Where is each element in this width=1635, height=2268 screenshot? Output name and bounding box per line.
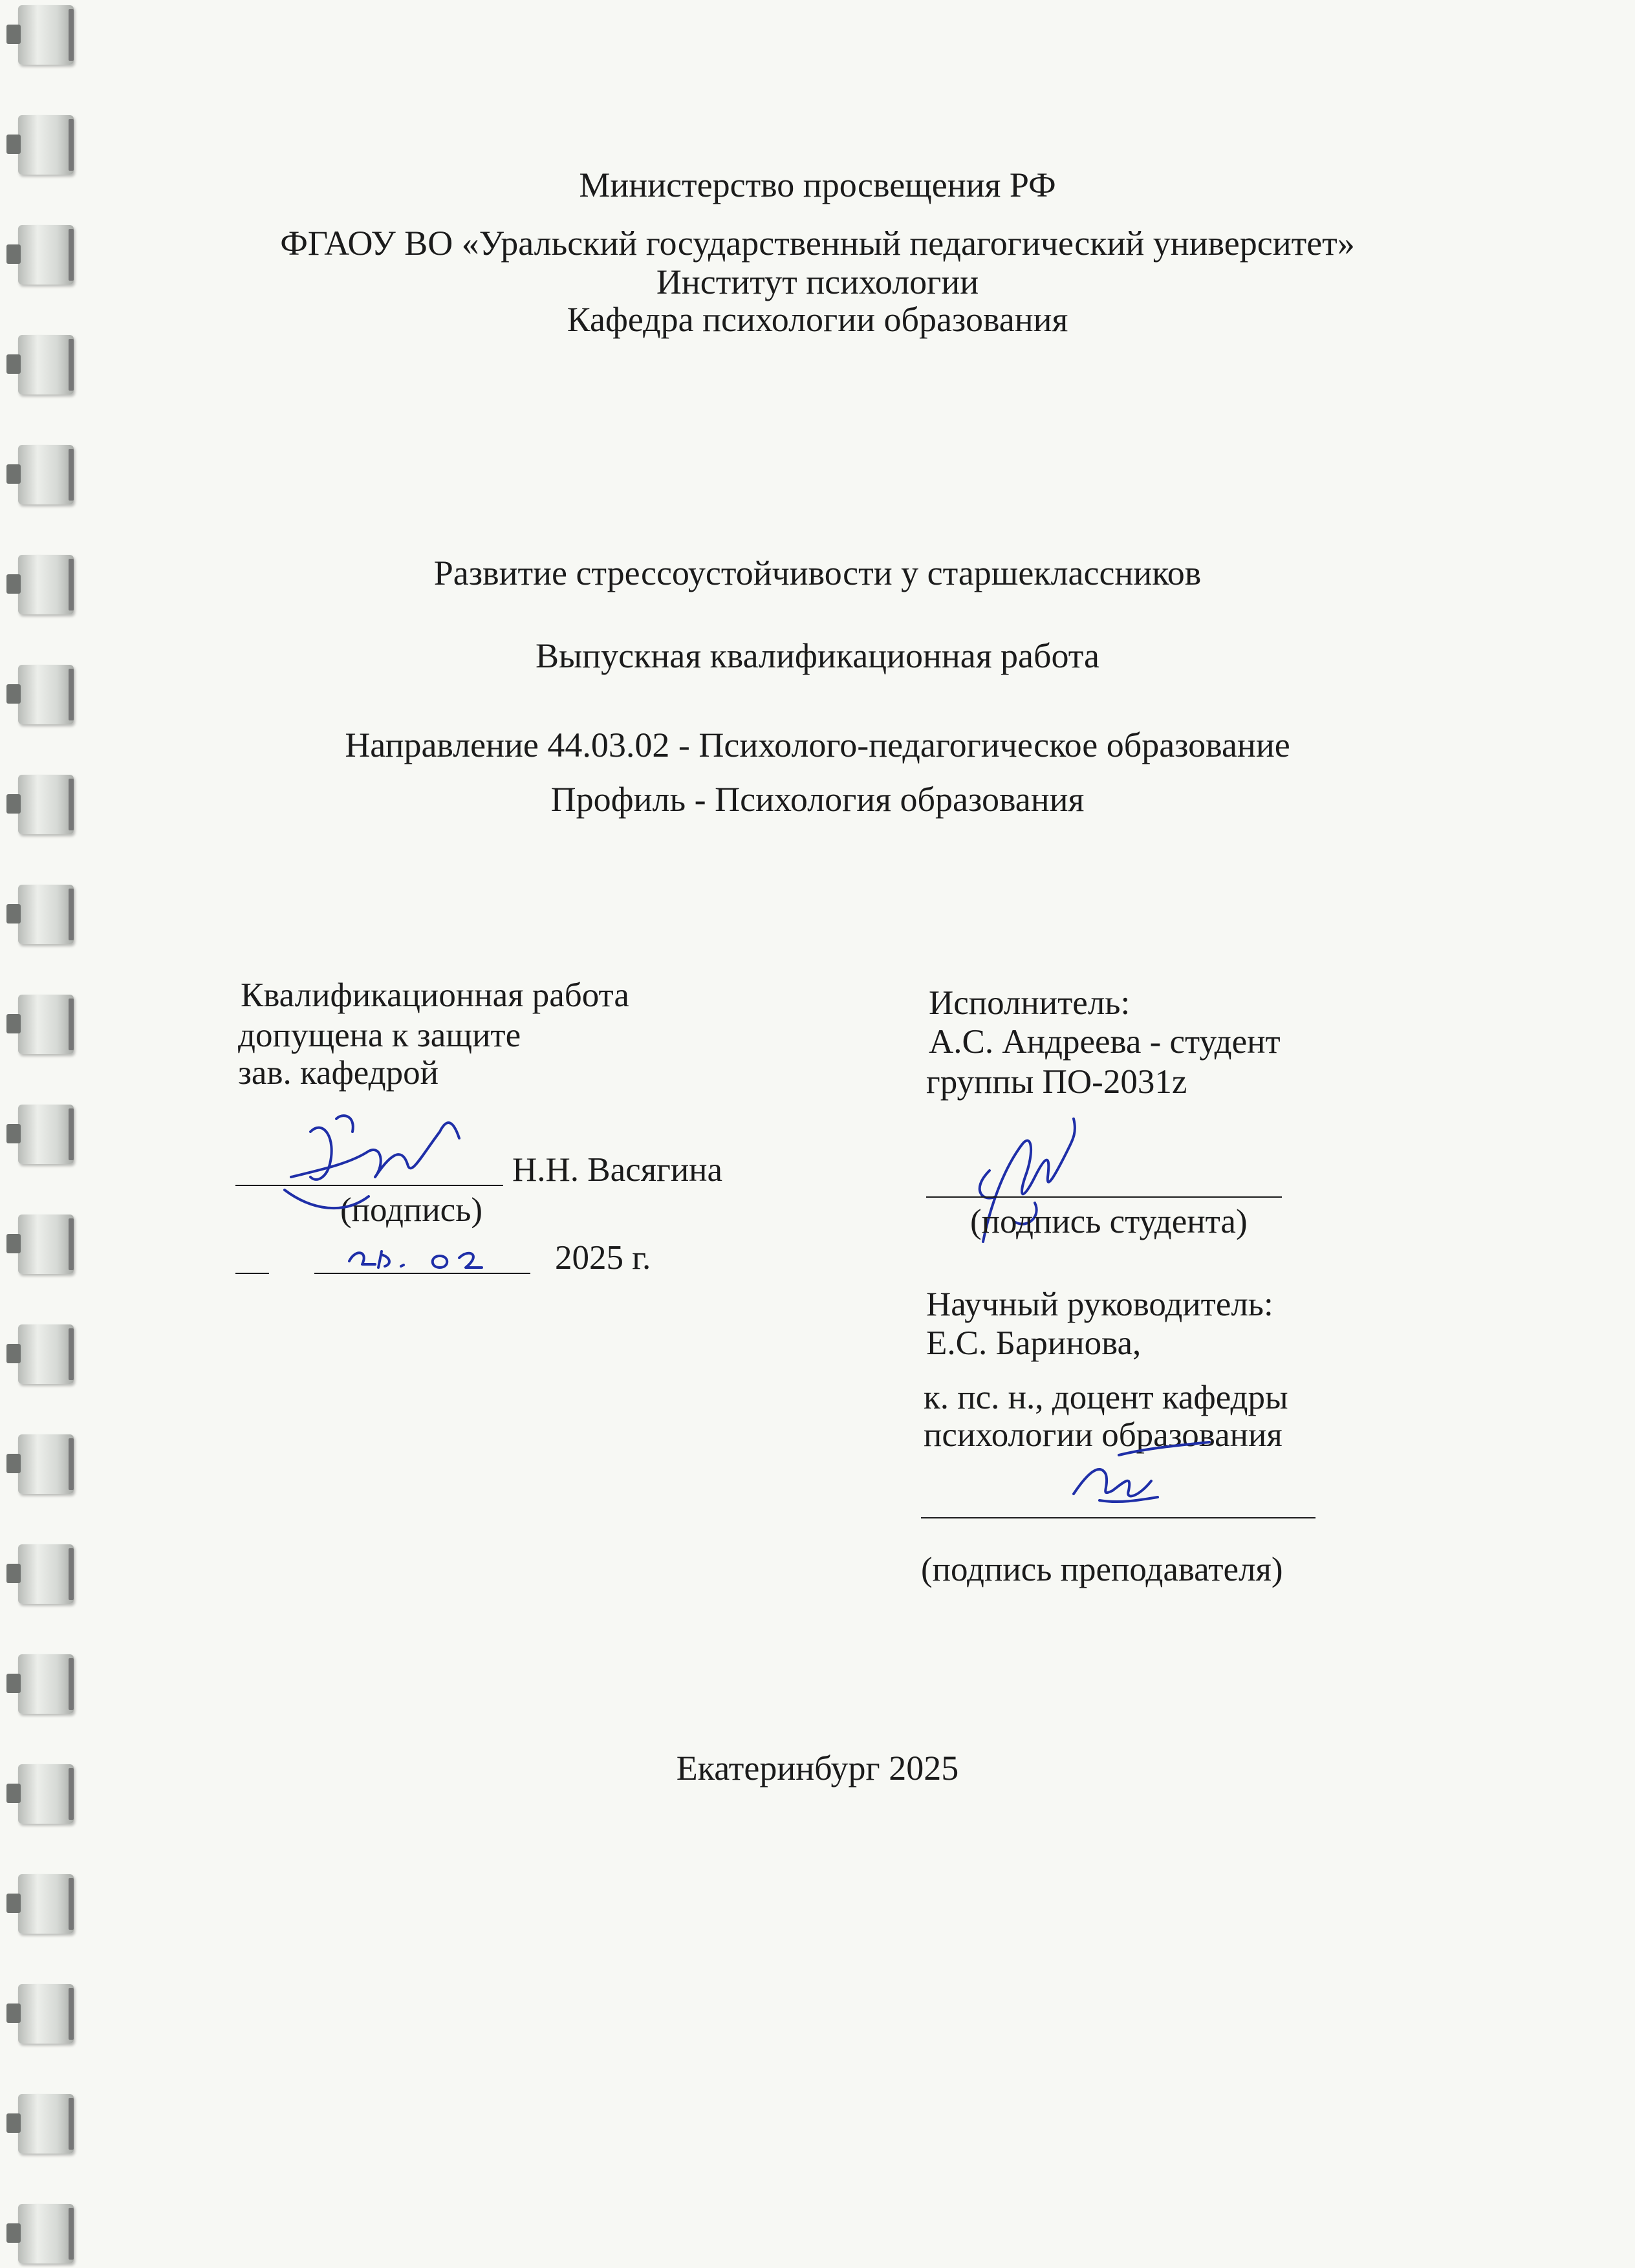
binding-ring <box>18 1654 74 1714</box>
approval-year: 2025 г. <box>555 1239 651 1277</box>
supervisor-title: к. пс. н., доцент кафедры <box>924 1379 1288 1416</box>
spiral-binding <box>0 0 84 2268</box>
approval-line-1: Квалификационная работа <box>241 977 629 1014</box>
student-signature-caption: (подпись студента) <box>970 1203 1248 1240</box>
thesis-topic: Развитие стрессоустойчивости у старшеклассников <box>433 554 1202 592</box>
binding-ring <box>18 445 74 504</box>
binding-ring <box>18 2094 74 2154</box>
head-name: Н.Н. Васягина <box>512 1151 723 1189</box>
approval-line-3: зав. кафедрой <box>238 1054 439 1092</box>
supervisor-name: Е.С. Баринова, <box>926 1324 1142 1362</box>
binding-ring <box>18 1324 74 1384</box>
executor-label: Исполнитель: <box>929 984 1131 1022</box>
ministry-line: Министерство просвещения РФ <box>579 166 1056 204</box>
supervisor-signature-caption: (подпись преподавателя) <box>921 1551 1283 1588</box>
direction: Направление 44.03.02 - Психолого-педагогическое образование <box>345 726 1290 764</box>
binding-ring <box>18 995 74 1054</box>
institute-line: Институт психологии <box>656 263 979 301</box>
executor-student: А.С. Андреева - студент <box>929 1023 1281 1061</box>
supervisor-department: психологии образования <box>924 1416 1283 1454</box>
binding-ring <box>18 2204 74 2263</box>
department-line: Кафедра психологии образования <box>567 300 1068 339</box>
binding-ring <box>18 115 74 175</box>
head-signature-image <box>272 1093 504 1222</box>
supervisor-label: Научный руководитель: <box>926 1286 1273 1323</box>
city-year: Екатеринбург 2025 <box>676 1749 959 1787</box>
binding-ring <box>18 885 74 944</box>
student-signature-line <box>926 1196 1282 1198</box>
supervisor-signature-image <box>1061 1436 1216 1513</box>
binding-ring <box>18 1874 74 1934</box>
handwritten-date-image <box>343 1242 511 1274</box>
binding-ring <box>18 335 74 394</box>
supervisor-signature-line <box>921 1517 1316 1518</box>
binding-ring <box>18 1434 74 1494</box>
date-day-line <box>235 1273 269 1274</box>
profile: Профиль - Психология образования <box>550 780 1085 819</box>
work-type: Выпускная квалификационная работа <box>535 636 1100 675</box>
binding-ring <box>18 1215 74 1274</box>
university-line: ФГАОУ ВО «Уральский государственный педагогический университет» <box>280 224 1355 263</box>
approval-line-2: допущена к защите <box>238 1017 521 1054</box>
executor-group: группы ПО-2031z <box>926 1063 1187 1101</box>
binding-ring <box>18 1105 74 1164</box>
binding-ring <box>18 1984 74 2044</box>
binding-ring <box>18 5 74 65</box>
binding-ring <box>18 1544 74 1604</box>
head-signature-caption: (подпись) <box>340 1191 483 1229</box>
